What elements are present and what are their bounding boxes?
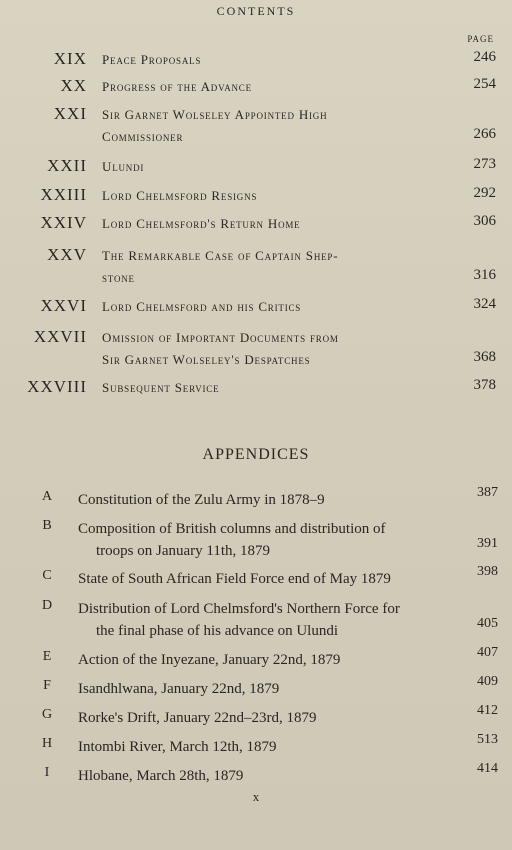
chapter-title xyxy=(102,104,442,148)
appendix-letter: A xyxy=(41,489,53,504)
appendix-title-line: Constitution of the Zulu Army in 1878–9 xyxy=(78,492,325,508)
chapter-title xyxy=(102,156,442,178)
appendix-title-line: Distribution of Lord Chelmsford's Northern Force for xyxy=(78,601,400,617)
chapter-title-line: Lord Chelmsford and his Critics xyxy=(102,299,302,314)
chapter-title-line: Sir Garnet Wolseley's Despatches xyxy=(102,352,311,367)
chapter-page-number: 273 xyxy=(473,156,496,172)
appendix-letter: G xyxy=(41,707,53,722)
page-header: CONTENTS xyxy=(216,4,296,18)
appendix-page-number: 398 xyxy=(477,564,498,579)
appendix-letter: F xyxy=(43,678,51,693)
appendix-title xyxy=(78,678,468,700)
chapter-number: XX xyxy=(60,76,87,95)
appendix-title xyxy=(78,568,468,590)
appendix-letter: B xyxy=(42,518,52,533)
chapter-page-number: 306 xyxy=(473,213,496,229)
chapter-number: XXV xyxy=(47,245,87,264)
chapter-page-number: 378 xyxy=(473,377,496,393)
appendix-letter: E xyxy=(42,649,52,664)
chapter-page-number: 316 xyxy=(473,267,496,283)
appendix-title-line: Hlobane, March 28th, 1879 xyxy=(78,768,244,784)
chapter-title xyxy=(102,377,442,399)
appendix-title xyxy=(78,598,468,642)
appendix-title xyxy=(78,649,468,671)
appendix-page-number: 513 xyxy=(477,732,498,747)
appendix-title xyxy=(78,765,468,787)
chapter-number: XXVII xyxy=(33,327,87,346)
chapter-page-number: 292 xyxy=(473,185,496,201)
chapter-title xyxy=(102,296,442,318)
chapter-title xyxy=(102,76,442,98)
chapter-number: XXVI xyxy=(40,296,87,315)
chapter-title-line: The Remarkable Case of Captain Shep- xyxy=(102,248,339,263)
appendix-title xyxy=(78,489,468,511)
chapter-title-line: Peace Proposals xyxy=(102,52,202,67)
appendix-title-line: Rorke's Drift, January 22nd–23rd, 1879 xyxy=(78,710,317,726)
appendix-title-line: troops on January 11th, 1879 xyxy=(96,543,271,559)
chapter-title-line: Omission of Important Documents from xyxy=(102,330,339,345)
appendix-page-number: 391 xyxy=(477,536,498,551)
appendix-title xyxy=(78,707,468,729)
appendix-letter: D xyxy=(41,598,53,613)
chapter-number: XXVIII xyxy=(27,377,87,396)
chapter-number: XXII xyxy=(47,156,87,175)
chapter-title-line: Subsequent Service xyxy=(102,380,220,395)
chapter-page-number: 246 xyxy=(473,49,496,65)
chapter-title xyxy=(102,49,442,71)
chapter-page-number: 266 xyxy=(473,126,496,142)
appendix-letter: I xyxy=(44,765,50,780)
page-number-footer: x xyxy=(252,789,260,804)
chapter-title-line: Lord Chelmsford's Return Home xyxy=(102,216,301,231)
appendix-title xyxy=(78,518,468,562)
chapter-title xyxy=(102,327,442,371)
appendix-letter: C xyxy=(42,568,52,583)
chapter-page-number: 254 xyxy=(473,76,496,92)
chapter-number: XIX xyxy=(53,49,87,68)
chapter-title-line: Lord Chelmsford Resigns xyxy=(102,188,258,203)
chapter-title xyxy=(102,245,442,289)
chapter-number: XXIII xyxy=(40,185,87,204)
chapter-title-line: Progress of the Advance xyxy=(102,79,252,94)
appendix-title xyxy=(78,736,468,758)
appendices-heading: APPENDICES xyxy=(202,446,310,463)
chapter-title-line: Ulundi xyxy=(102,159,145,174)
appendix-title-line: State of South African Field Force end of May 1879 xyxy=(78,571,391,587)
chapter-number: XXIV xyxy=(40,213,87,232)
appendix-title-line: Intombi River, March 12th, 1879 xyxy=(78,739,277,755)
appendix-title-line: the final phase of his advance on Ulundi xyxy=(96,623,339,639)
appendix-page-number: 412 xyxy=(477,703,498,718)
appendix-page-number: 409 xyxy=(477,674,498,689)
appendix-title-line: Action of the Inyezane, January 22nd, 1879 xyxy=(78,652,341,668)
appendix-page-number: 414 xyxy=(477,761,498,776)
chapter-title-line: Commissioner xyxy=(102,129,184,144)
appendix-title-line: Composition of British columns and distribution of xyxy=(78,521,386,537)
chapter-page-number: 368 xyxy=(473,349,496,365)
appendix-title-line: Isandhlwana, January 22nd, 1879 xyxy=(78,681,280,697)
chapter-title xyxy=(102,213,442,235)
page-column-label: PAGE xyxy=(467,34,494,44)
appendix-page-number: 407 xyxy=(477,645,498,660)
appendix-letter: H xyxy=(41,736,53,751)
chapter-title-line: stone xyxy=(102,270,135,285)
chapter-number: XXI xyxy=(53,104,87,123)
chapter-page-number: 324 xyxy=(473,296,496,312)
chapter-title xyxy=(102,185,442,207)
appendix-page-number: 387 xyxy=(477,485,498,500)
appendix-page-number: 405 xyxy=(477,616,498,631)
chapter-title-line: Sir Garnet Wolseley Appointed High xyxy=(102,107,328,122)
